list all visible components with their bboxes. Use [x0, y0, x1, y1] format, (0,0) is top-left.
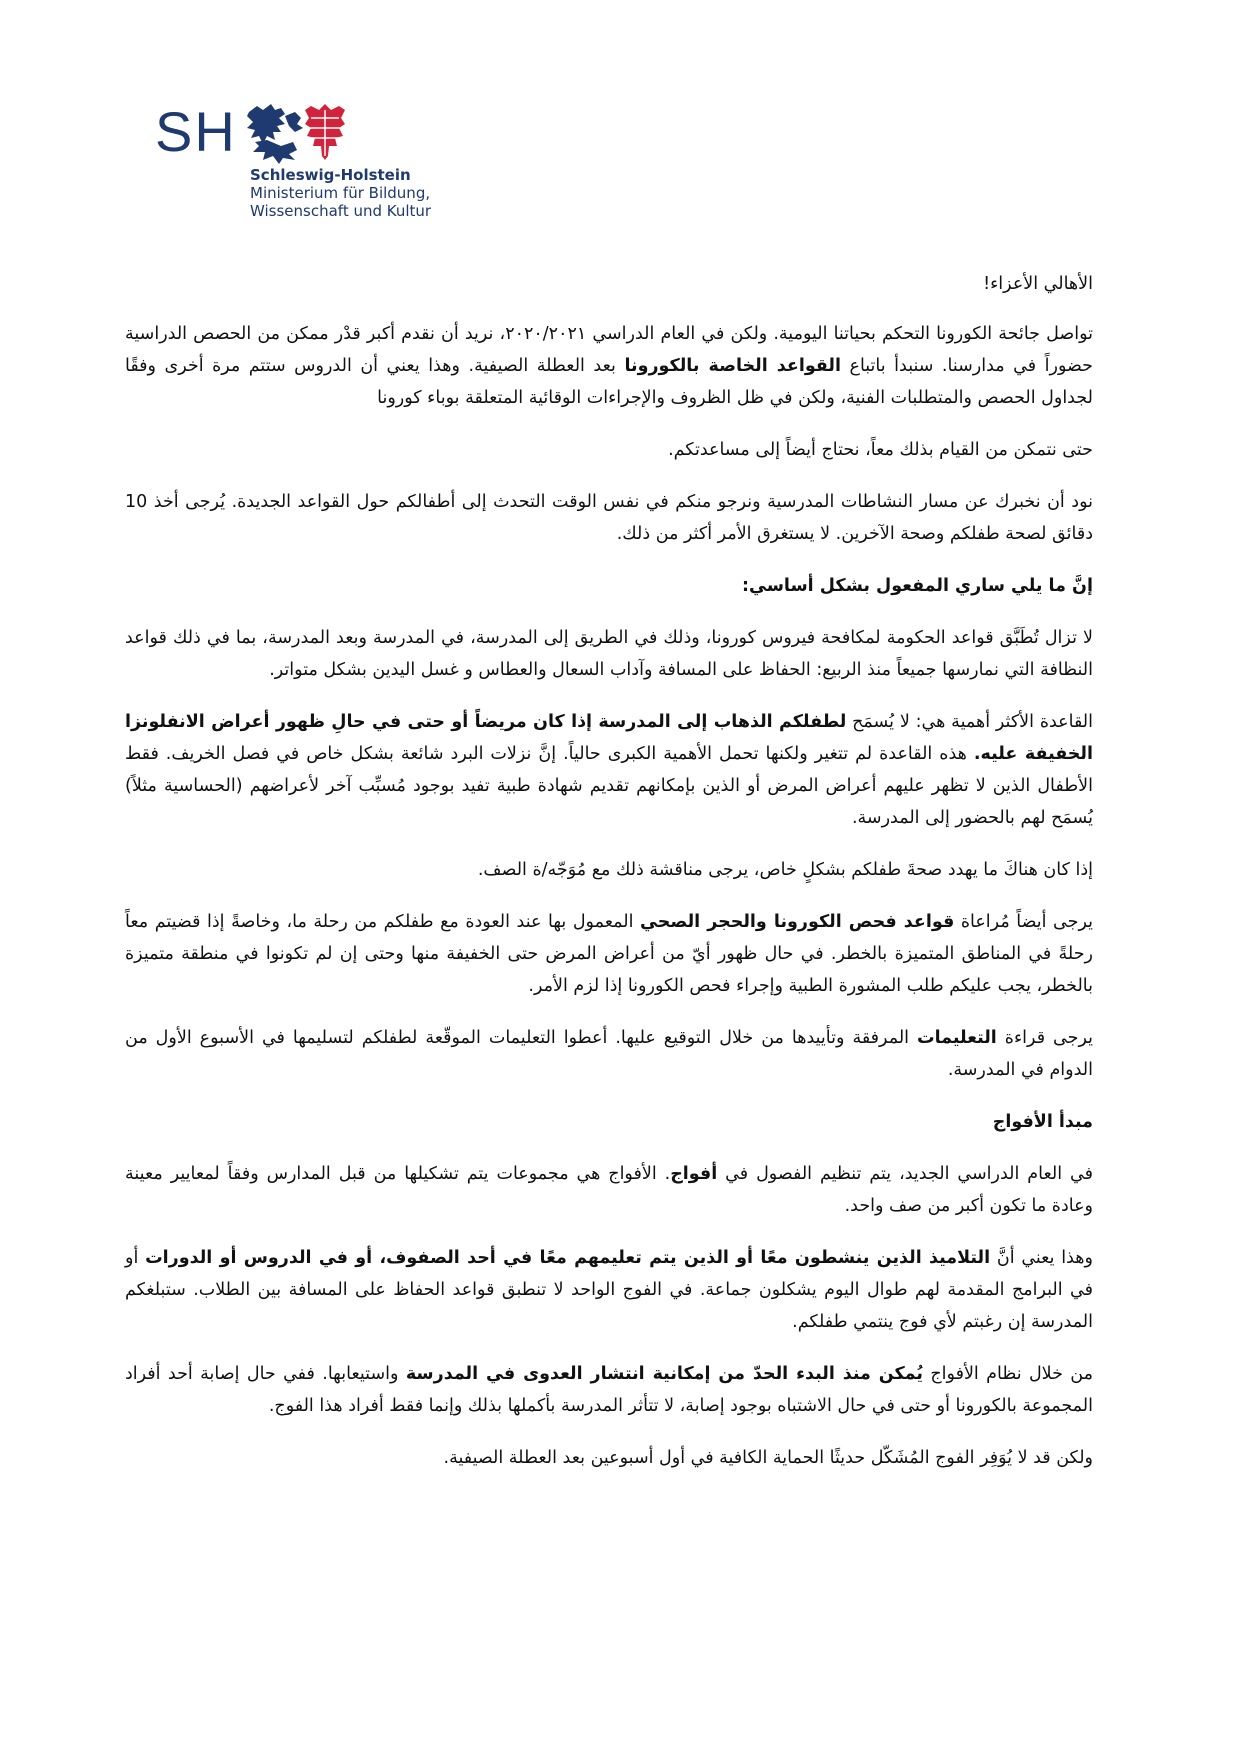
paragraph-10-text-a: وهذا يعني أنَّ [990, 1248, 1093, 1268]
paragraph-9-bold: أفواج [670, 1164, 718, 1184]
paragraph-6: إذا كان هناكَ ما يهدد صحةَ طفلكم بشكلٍ خاص، يرجى مناقشة ذلك مع مُوَجّه/ة الصف. [477, 860, 1093, 880]
heading-general-rules: إنَّ ما يلي ساري المفعول بشكل أساسي: [741, 576, 1093, 596]
paragraph-9-text-c: . الأفواج هي مجموعات يتم تشكيلها من قبل المدارس وفقاً لمعايير معينة وعادة ما تكون أكبر من صف واحد. [125, 1164, 1093, 1216]
coat-of-arms-icon [245, 102, 355, 166]
logo-letters: SH [155, 100, 237, 163]
paragraph-3: نود أن نخبرك عن مسار النشاطات المدرسية ونرجو منكم في نفس الوقت التحدث إلى أطفالكم حول القواعد الجديدة. يُرجى أخذ 10 دقائق لصحة طفلكم وصحة الآخرين. لا يستغرق الأمر أكثر من ذلك. [125, 492, 1093, 544]
ministry-line-2: Wissenschaft und Kultur [250, 202, 432, 220]
paragraph-5-text-a: القاعدة الأكثر أهمية هي: لا يُسمَح [846, 712, 1093, 732]
state-name: Schleswig-Holstein [250, 166, 411, 184]
paragraph-5-bold: لطفلكم الذهاب إلى المدرسة إذا كان مريضاً أو حتى في حالِ ظهور أعراض الانفلونزا الخفيفة عليه. [125, 712, 1093, 764]
paragraph-10-bold: التلاميذ الذين ينشطون معًا أو الذين يتم تعليمهم معًا في أحد الصفوف، أو في الدروس أو الدورات [145, 1248, 991, 1268]
paragraph-12: ولكن قد لا يُوَفِر الفوج المُشَكّل حديثًا الحماية الكافية في أول أسبوعين بعد العطلة الصيفية. [443, 1448, 1093, 1468]
paragraph-7-text-a: يرجى أيضاً مُراعاة [954, 912, 1093, 932]
ministry-name [250, 166, 431, 220]
paragraph-9 [125, 1158, 1093, 1222]
paragraph-10 [125, 1242, 1093, 1338]
letter-body [125, 268, 1093, 1494]
paragraph-11 [125, 1358, 1093, 1422]
ministry-line-1: Ministerium für Bildung, [250, 184, 431, 202]
paragraph-11-text-a: من خلال نظام الأفواج [923, 1364, 1093, 1384]
paragraph-1-text-c: بعد العطلة الصيفية. وهذا يعني أن الدروس ستتم مرة أخرى وفقًا لجداول الحصص والمتطلبات الفنية، ولكن في ظل الظروف والإجراءات الوقائية المتعلقة بوباء كورونا [125, 356, 1093, 408]
paragraph-11-bold: يُمكن منذ البدء الحدّ من إمكانية انتشار العدوى في المدرسة [405, 1364, 923, 1384]
paragraph-11-text-c: واستيعابها. ففي حال إصابة أحد أفراد المجموعة بالكورونا أو حتى في حال الاشتباه بوجود إصابة، لا تتأثر المدرسة بأكملها بذلك وإنما فقط أفراد هذا الفوج. [125, 1364, 1093, 1416]
paragraph-9-text-a: في العام الدراسي الجديد، يتم تنظيم الفصول في [717, 1164, 1093, 1184]
paragraph-7 [125, 906, 1093, 1002]
paragraph-8-bold: التعليمات [917, 1028, 997, 1048]
paragraph-5 [125, 706, 1093, 834]
heading-cohort-principle: مبدأ الأفواج [992, 1112, 1093, 1132]
paragraph-8 [125, 1022, 1093, 1086]
paragraph-7-bold: قواعد فحص الكورونا والحجر الصحي [640, 912, 955, 932]
paragraph-1-text-a: تواصل جائحة الكورونا التحكم بحياتنا اليومية. ولكن في العام الدراسي ٢٠٢٠/٢٠٢١، نريد أن نقدم أكبر قدْر ممكن من الحصص الدراسية حضوراً في مدارسنا. سنبدأ باتباع [125, 324, 1093, 376]
paragraph-5-text-c: هذه القاعدة لم تتغير ولكنها تحمل الأهمية الكبرى حالياً. إنَّ نزلات البرد شائعة بشكل خاص في فصل الخريف. فقط الأطفال الذين لا تظهر عليهم أعراض المرض أو الذين بإمكانهم تقديم شهادة طبية تفيد بوجود مُسبِّب آخر لأعراضهم (الحساسية مثلاً) يُسمَح لهم بالحضور إلى المدرسة. [125, 744, 1093, 828]
greeting: الأهالي الأعزاء! [983, 274, 1093, 294]
paragraph-1-bold: القواعد الخاصة بالكورونا [624, 356, 841, 376]
paragraph-1 [125, 318, 1093, 414]
paragraph-2: حتى نتمكن من القيام بذلك معاً، نحتاج أيضاً إلى مساعدتكم. [668, 440, 1093, 460]
paragraph-4: لا تزال تُطَبَّق قواعد الحكومة لمكافحة فيروس كورونا، وذلك في الطريق إلى المدرسة، في المدرسة وبعد المدرسة، بما في ذلك قواعد النظافة التي نمارسها جميعاً منذ الربيع: الحفاظ على المسافة وآداب السعال والعطاس و غسل اليدين بشكل متواتر. [125, 628, 1093, 680]
paragraph-7-text-c: المعمول بها عند العودة مع طفلكم من رحلة ما، وخاصةً إذا قضيتم معاً رحلةً في المناطق المتميزة بالخطر. في حال ظهور أيّ من أعراض المرض حتى الخفيفة منها وحتى إن لم تكونوا في منطقة متميزة بالخطر، يجب عليكم طلب المشورة الطبية وإجراء فحص الكورونا إذا لزم الأمر. [125, 912, 1093, 996]
paragraph-8-text-c: المرفقة وتأييدها من خلال التوقيع عليها. أعطوا التعليمات الموقّعة لطفلكم لتسليمها في الأسبوع الأول من الدوام في المدرسة. [125, 1028, 1093, 1080]
ministry-logo [155, 100, 495, 230]
paragraph-10-text-c: أو في البرامج المقدمة لهم طوال اليوم يشكلون جماعة. في الفوج الواحد لا تنطبق قواعد الحفاظ على المسافة بين الطلاب. ستبلغكم المدرسة إن رغبتم لأي فوج ينتمي طفلكم. [125, 1248, 1093, 1332]
paragraph-8-text-a: يرجى قراءة [996, 1028, 1093, 1048]
